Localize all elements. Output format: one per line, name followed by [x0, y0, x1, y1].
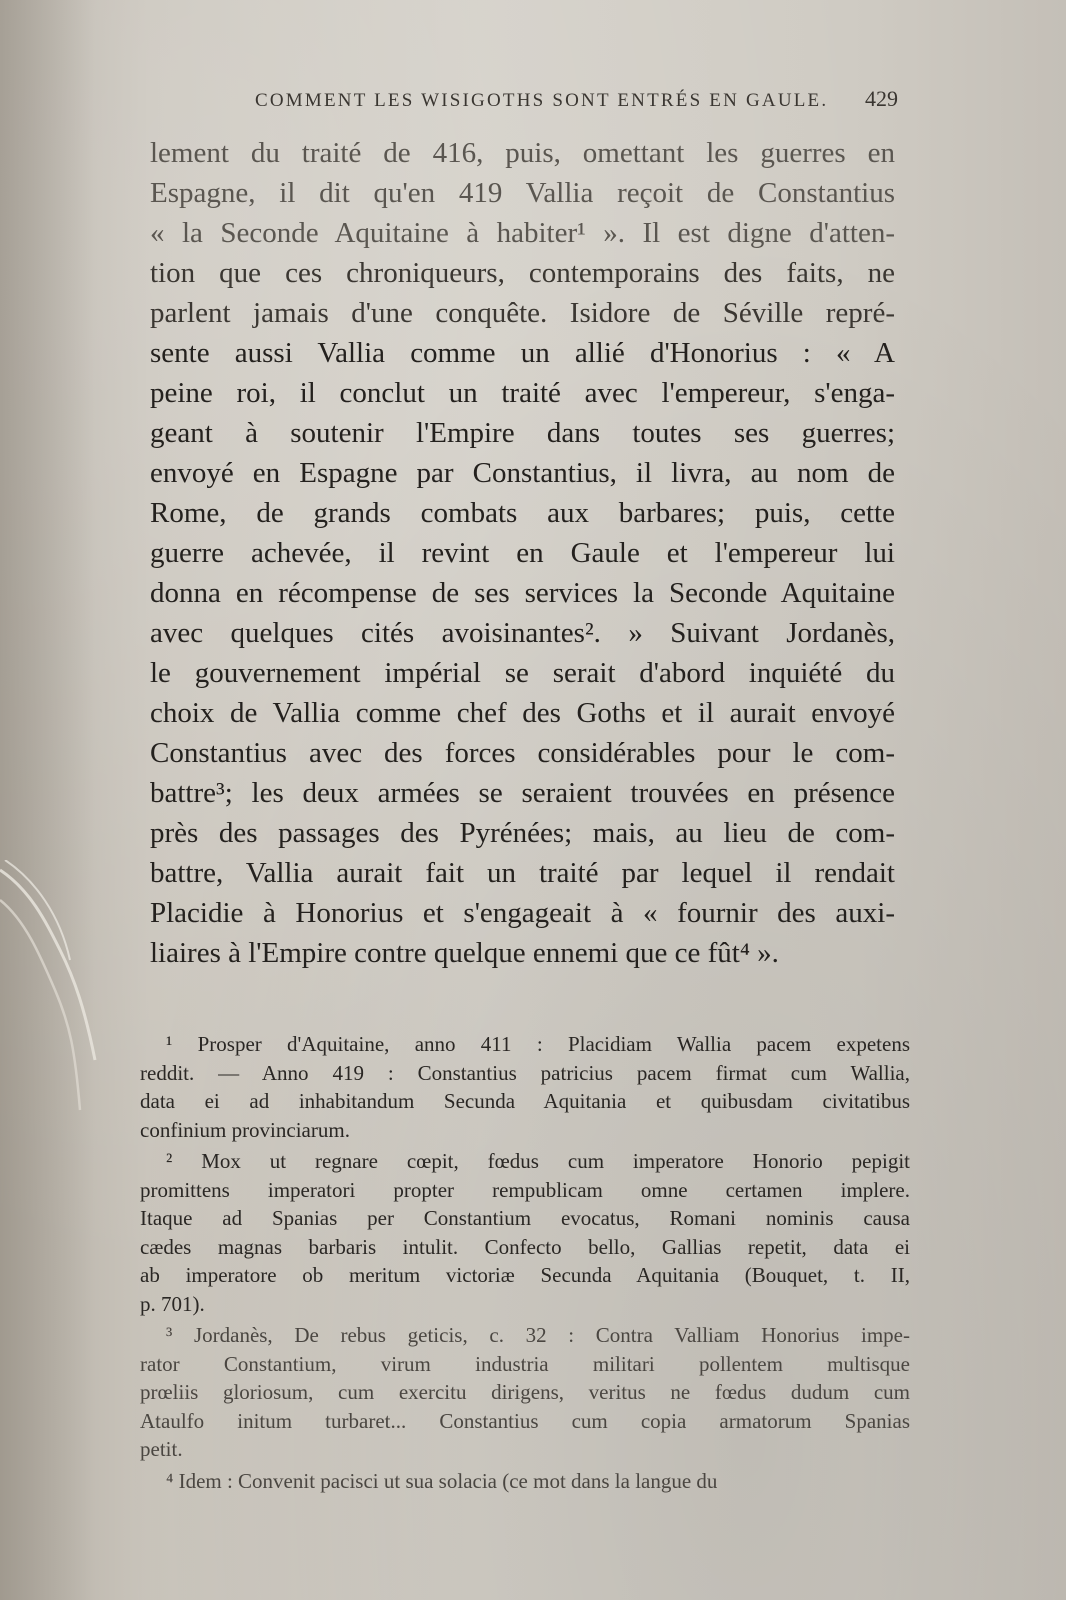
footnote-line: petit. [140, 1437, 183, 1461]
running-head [0, 86, 1066, 120]
body-line: lement du traité de 416, puis, omettant les guerres en [150, 137, 895, 169]
footnotes [140, 1030, 910, 1495]
footnote-line: cædes magnas barbaris intulit. Confecto bello, Gallias repetit, data ei [140, 1234, 910, 1259]
body-line: Placidie à Honorius et s'engageait à « fournir des auxi- [150, 897, 895, 929]
body-line: envoyé en Espagne par Constantius, il livra, au nom de [150, 457, 895, 489]
body-line: peine roi, il conclut un traité avec l'empereur, s'enga- [150, 377, 895, 409]
footnote-line: confinium provinciarum. [140, 1117, 350, 1142]
body-line: Constantius avec des forces considérables pour le com- [150, 737, 895, 769]
footnote-line: ab imperatore ob meritum victoriæ Secunda Aquitania (Bouquet, t. II, [140, 1263, 910, 1287]
body-line: donna en récompense de ses services la Seconde Aquitaine [150, 577, 895, 609]
body-line: avec quelques cités avoisinantes². » Suivant Jordanès, [150, 617, 895, 649]
body-line: près des passages des Pyrénées; mais, au lieu de com- [150, 817, 895, 849]
footnote-line: p. 701). [140, 1291, 205, 1316]
footnote-line: rator Constantium, virum industria militari pollentem multisque [140, 1351, 910, 1376]
footnote-2 [140, 1147, 910, 1318]
body-line: le gouvernement impérial se serait d'abord inquiété du [150, 657, 895, 689]
footnote-1 [140, 1030, 910, 1144]
footnote-line: ⁴ Idem : Convenit pacisci ut sua solacia (ce mot dans la langue du [166, 1468, 718, 1493]
footnote-line: prœliis gloriosum, cum exercitu dirigens, veritus ne fœdus dudum cum [140, 1380, 910, 1404]
body-line: battre³; les deux armées se seraient trouvées en présence [150, 777, 895, 809]
body-line: battre, Vallia aurait fait un traité par lequel il rendait [150, 857, 895, 889]
footnote-line: promittens imperatori propter rempublicam omne certamen implere. [140, 1177, 910, 1202]
body-line: tion que ces chroniqueurs, contemporains des faits, ne [150, 257, 895, 289]
body-line: Espagne, il dit qu'en 419 Vallia reçoit de Constantius [150, 177, 895, 209]
footnote-3 [140, 1321, 910, 1464]
footnote-line: ² Mox ut regnare cœpit, fœdus cum imperatore Honorio pepigit [166, 1149, 910, 1173]
footnote-4 [140, 1467, 910, 1496]
footnote-line: data ei ad inhabitandum Secunda Aquitania et quibusdam civitatibus [140, 1089, 910, 1113]
bookmark-string [0, 860, 110, 1120]
body-line: sente aussi Vallia comme un allié d'Honorius : « A [150, 337, 895, 369]
page-number: 429 [865, 86, 898, 111]
body-line: guerre achevée, il revint en Gaule et l'empereur lui [150, 537, 895, 569]
body-line: Rome, de grands combats aux barbares; puis, cette [150, 497, 895, 529]
body-text [150, 133, 895, 973]
footnote-line: ¹ Prosper d'Aquitaine, anno 411 : Placidiam Wallia pacem expetens [166, 1032, 910, 1056]
footnote-line: Ataulfo initum turbaret... Constantius cum copia armatorum Spanias [140, 1408, 910, 1433]
footnote-line: Itaque ad Spanias per Constantium evocatus, Romani nominis causa [140, 1206, 910, 1230]
body-line: geant à soutenir l'Empire dans toutes ses guerres; [150, 417, 895, 449]
body-line: liaires à l'Empire contre quelque ennemi que ce fût⁴ ». [150, 937, 779, 969]
footnote-line: ³ Jordanès, De rebus geticis, c. 32 : Contra Valliam Honorius impe- [166, 1323, 910, 1347]
body-line: choix de Vallia comme chef des Goths et il aurait envoyé [150, 697, 895, 729]
body-line: parlent jamais d'une conquête. Isidore de Séville repré- [150, 297, 895, 329]
footnote-line: reddit. — Anno 419 : Constantius patricius pacem firmat cum Wallia, [140, 1060, 910, 1085]
body-line: « la Seconde Aquitaine à habiter¹ ». Il est digne d'atten- [150, 217, 895, 249]
page-shadow-edge [0, 0, 95, 1600]
running-title: COMMENT LES WISIGOTHS SONT ENTRÉS EN GAULE. [255, 90, 829, 111]
